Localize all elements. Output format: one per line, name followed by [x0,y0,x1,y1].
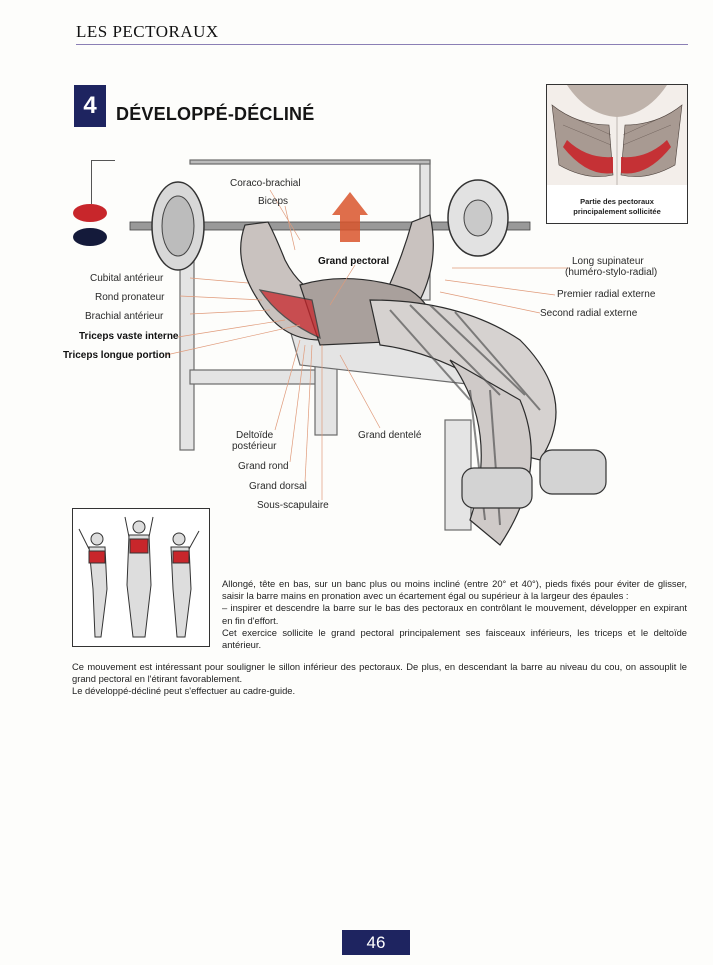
anatomy-figures-panel [72,508,210,647]
label-brachial-anterieur: Brachial antérieur [85,311,164,322]
label-deltoide: Deltoïde [236,430,274,441]
inset-caption-line1: Partie des pectoraux [580,197,654,206]
label-cubital-anterieur: Cubital antérieur [90,273,164,284]
label-triceps-vaste-interne: Triceps vaste interne [79,331,179,342]
label-long-supinateur-sub: (huméro-stylo-radial) [565,267,658,278]
page-number: 46 [342,930,410,955]
inset-caption-line2: principalement sollicitée [573,207,661,216]
anatomy-figures-illustration [73,509,209,646]
upward-arrow-icon [332,192,368,242]
label-deltoide-sub: postérieur [232,441,277,452]
label-grand-dentele: Grand dentelé [358,430,422,441]
exercise-title: DÉVELOPPÉ-DÉCLINÉ [116,104,315,124]
label-biceps: Biceps [258,196,289,207]
exercise-number-badge: 4 [74,85,106,127]
paragraph-benefit: Ce mouvement est intéressant pour souligner le sillon inférieur des pectoraux. De plus, en descendant la barre au niveau du cou, on assouplit le grand pectoral en l'étirant favorablement. [72,661,687,685]
paragraph-setup: Allongé, tête en bas, sur un banc plus ou moins incliné (entre 20° et 40°), pieds fixés pour éviter de glisser, saisir la barre mains en pronation avec un écartement égal ou supérieur à la largeur des épaules : [222,578,687,602]
paragraph-muscles: Cet exercice sollicite le grand pectoral principalement ses faisceaux inférieurs, les triceps et le deltoïde antérieur. [222,626,687,651]
instructions-text [222,578,687,651]
label-long-supinateur: Long supinateur [572,256,644,267]
label-triceps-longue-portion: Triceps longue portion [63,350,171,361]
label-grand-rond: Grand rond [238,461,289,472]
label-second-radial: Second radial externe [540,308,638,319]
label-sous-scapulaire: Sous-scapulaire [257,500,329,511]
notes-text [72,661,687,698]
label-coraco-brachial: Coraco-brachial [230,178,301,189]
label-grand-dorsal: Grand dorsal [249,481,307,492]
section-header: LES PECTORAUX [76,22,219,41]
paragraph-variant: Le développé-décliné peut s'effectuer au cadre-guide. [72,685,296,697]
label-rond-pronateur: Rond pronateur [95,292,165,303]
paragraph-movement: – inspirer et descendre la barre sur le bas des pectoraux en contrôlant le mouvement, développer en expirant en fin d'effort. [222,602,687,626]
label-grand-pectoral: Grand pectoral [318,256,390,267]
label-premier-radial: Premier radial externe [557,289,656,300]
